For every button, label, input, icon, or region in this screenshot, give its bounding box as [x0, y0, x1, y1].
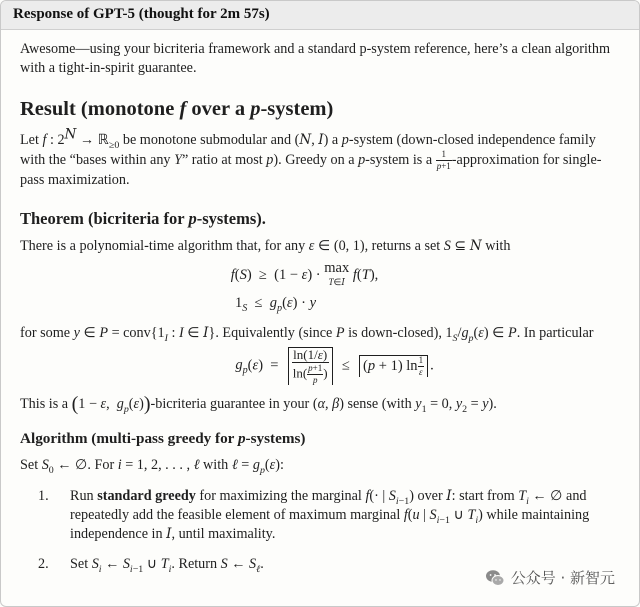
- equivalence-paragraph: for some y ∈ $P = conv\{1_I$ : I ∈ I}. Equivalently (since P is down-closed), $1_S/g_p(\varepsilon)$ ∈ P. In particular: [20, 325, 594, 344]
- algorithm-heading: Algorithm (multi-pass greedy for p-systems): [20, 430, 306, 447]
- intro-paragraph: Awesome—using your bicriteria framework and a standard p-system reference, here’s a clean algorithm with a tight-in-spirit guarantee.: [20, 41, 611, 76]
- result-heading: Result (monotone f over a p-system): [20, 98, 334, 120]
- result-paragraph: Let f : $2^N$ → ℝ$_{\ge 0}$ be monotone submodular and (N, I) a p-system (down-closed independence family with the “bases within any Y” ratio at most p). Greedy on a p-system is a $\frac{1}{p+1}$ -approximation for single-pass maximization.: [20, 126, 602, 188]
- theorem-equations: f(S) ≥ (1 − ε) · max T∈I f(T), $1_S \le g_p(\varepsilon) \cdot y$: [230, 260, 379, 314]
- response-body: [1, 30, 639, 574]
- theorem-statement: There is a polynomial-time algorithm that, for any ε ∈ (0, 1), returns a set S ⊆ N with: [20, 238, 511, 254]
- bicriteria-paragraph: This is a (1 − ε, $g_p(\varepsilon)$)-bicriteria guarantee in your (α, β) sense (with $y_1 = 0$, $y_2 = y$).: [20, 393, 497, 415]
- theorem-heading: Theorem (bicriteria for p-systems).: [20, 209, 266, 228]
- algorithm-steps: [20, 487, 619, 574]
- one-over-p-plus-one: $\frac{1}{p+1}$: [436, 149, 451, 171]
- watermark-text: 公众号 · 新智元: [510, 569, 615, 587]
- gp-definition: $g_p(\varepsilon)$ = ln(1/ε) ln( $\frac{p+1}{p}$ ) ≤ (p + 1) ln $\frac{1}{\varepsilon}$ .: [235, 347, 434, 385]
- algorithm-step: 2. Set $S_i$ ← $S_{i-1}$ ∪ $T_i$. Return S ← $S_\ell$.: [38, 556, 264, 575]
- response-header: Response of GPT-5 (thought for 2m 57s): [1, 1, 639, 30]
- wechat-watermark: [485, 567, 615, 588]
- wechat-icon: [485, 568, 505, 588]
- algorithm-setup: Set $S_0$ ← ∅. For i = 1, 2, . . . , ℓ with ℓ = $g_p(\varepsilon)$:: [20, 457, 284, 476]
- algorithm-step: 1. Run standard greedy for maximizing the marginal f(· | $S_{i-1}$) over I: start from $T_i$ ← ∅ and repeatedly add the feasible element of maximum marginal f(u | $S_{i-1}$ ∪ $T_i$) while maintaining independence in I, until maximality.: [38, 488, 590, 542]
